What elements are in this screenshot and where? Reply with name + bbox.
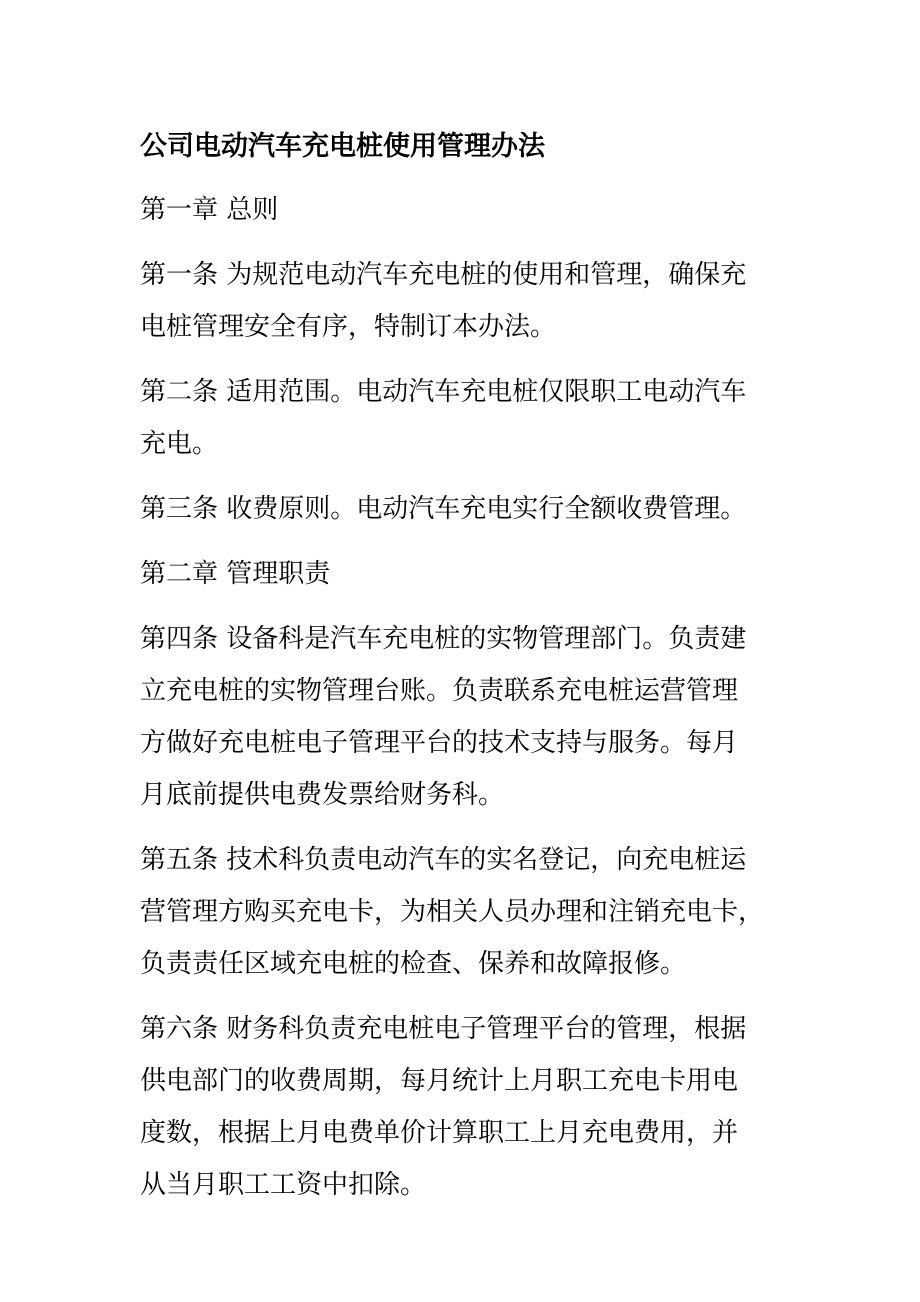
chapter-heading (140, 184, 800, 236)
text-line: 营管理方购买充电卡，为相关人员办理和注销充电卡， (140, 897, 765, 927)
text-line: 月底前提供电费发票给财务科。 (140, 780, 505, 810)
text-line: 负责责任区域充电桩的检查、保养和故障报修。 (140, 949, 687, 979)
text-line: 方做好充电桩电子管理平台的技术支持与服务。每月 (140, 728, 739, 758)
document-page (140, 124, 800, 1224)
text-line: 第三条 收费原则。电动汽车充电实行全额收费管理。 (140, 494, 747, 524)
article-paragraph (140, 483, 800, 535)
text-line: 电桩管理安全有序，特制订本办法。 (140, 312, 557, 342)
text-line: 立充电桩的实物管理台账。负责联系充电桩运营管理 (140, 676, 739, 706)
text-line: 第六条 财务科负责充电桩电子管理平台的管理，根据 (140, 1014, 747, 1044)
document-title: 公司电动汽车充电桩使用管理办法 (140, 131, 545, 162)
article-paragraph (140, 613, 800, 821)
article-paragraph (140, 1003, 800, 1211)
text-line: 第五条 技术科负责电动汽车的实名登记，向充电桩运 (140, 845, 747, 875)
text-line: 从当月职工工资中扣除。 (140, 1170, 427, 1200)
text-line: 度数，根据上月电费单价计算职工上月充电费用，并 (140, 1118, 739, 1148)
article-paragraph (140, 366, 800, 470)
text-line: 供电部门的收费周期，每月统计上月职工充电卡用电 (140, 1066, 739, 1096)
chapter-heading (140, 548, 800, 600)
text-line: 第二条 适用范围。电动汽车充电桩仅限职工电动汽车 (140, 377, 747, 407)
text-line: 第一条 为规范电动汽车充电桩的使用和管理，确保充 (140, 260, 747, 290)
text-line: 第二章 管理职责 (140, 559, 331, 589)
text-line: 充电。 (140, 429, 219, 459)
text-line: 第四条 设备科是汽车充电桩的实物管理部门。负责建 (140, 624, 747, 654)
article-paragraph (140, 834, 800, 990)
document-body (140, 184, 800, 1211)
text-line: 第一章 总则 (140, 195, 279, 225)
article-paragraph (140, 249, 800, 353)
